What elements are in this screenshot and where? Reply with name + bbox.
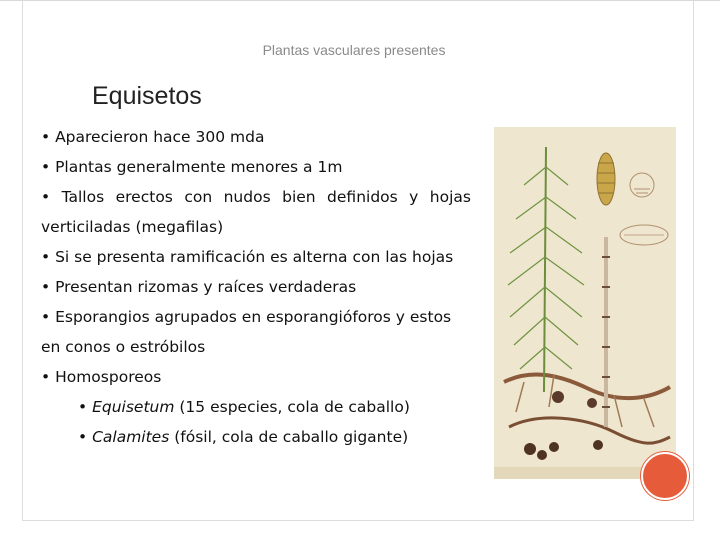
section-title: Equisetos [92, 82, 202, 110]
sub-bullet-marker: • [78, 428, 93, 446]
genus-name: Calamites [92, 428, 170, 446]
bullet-item: • Esporangios agrupados en esporangióforos y estos en conos o estróbilos [41, 308, 452, 356]
frame-top-line [0, 0, 720, 1]
bullet-item: • Tallos erectos con nudos bien definidos y hojas verticiladas (megafilas) [41, 188, 471, 236]
equisetum-illustration [494, 127, 676, 479]
sub-bullet-text: (15 especies, cola de caballo) [174, 398, 410, 416]
sub-bullet-marker: • [78, 398, 93, 416]
sub-bullet-item [41, 422, 471, 452]
sub-bullet-text: (fósil, cola de caballo gigante) [169, 428, 409, 446]
genus-name: Equisetum [92, 398, 175, 416]
sub-bullet-item [41, 392, 471, 422]
frame-right-line [693, 0, 694, 520]
bullet-item: • Aparecieron hace 300 mda [41, 128, 265, 146]
slide-title: Plantas vasculares presentes [262, 42, 446, 58]
bullet-list [41, 122, 471, 452]
bullet-item: • Plantas generalmente menores a 1m [41, 158, 343, 176]
frame-bottom-line [22, 520, 694, 521]
horsetail-drawing [494, 127, 676, 479]
bullet-item: • Homosporeos [41, 368, 162, 386]
frame-left-line [22, 0, 23, 520]
bullet-item: • Si se presenta ramificación es alterna con las hojas [41, 248, 454, 266]
bullet-item: • Presentan rizomas y raíces verdaderas [41, 278, 357, 296]
page-number-circle [641, 452, 689, 500]
